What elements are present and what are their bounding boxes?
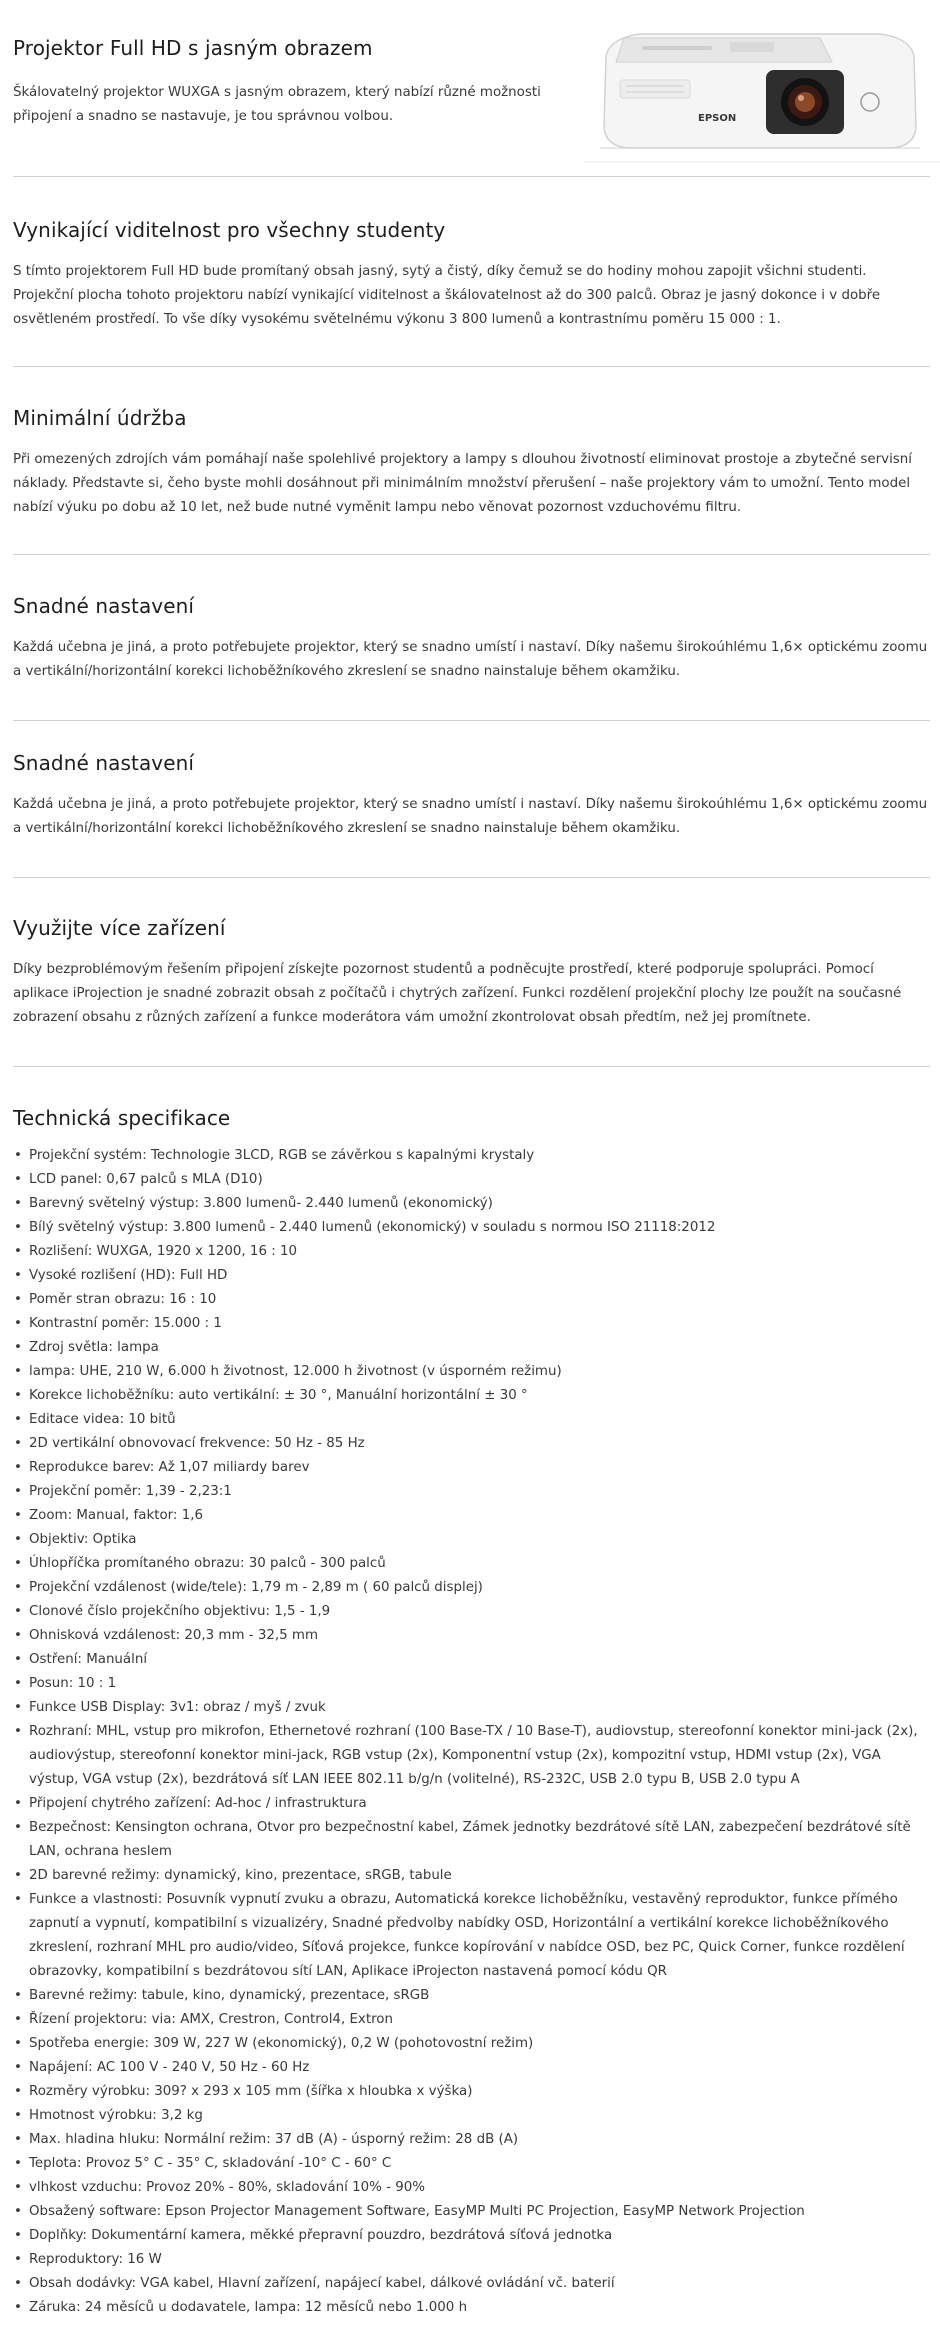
- spec-item: • Projekční systém: Technologie 3LCD, RGB se závěrkou s kapalnými krystaly: [13, 1144, 930, 1168]
- section-title: Snadné nastavení: [13, 751, 195, 775]
- brand-label: EPSON: [698, 113, 737, 124]
- section-text: Každá učebna je jiná, a proto potřebujete projektor, který se snadno umístí i nastaví. Díky našemu širokoúhlému 1,6× optickému zoomu a vertikální/horizontální korekci lichoběžníkového zkreslení se snadno nainstaluje během okamžiku.: [13, 640, 928, 679]
- spec-item: • Max. hladina hluku: Normální režim: 37 dB (A) - úsporný režim: 28 dB (A): [13, 2128, 930, 2152]
- spec-item: • Projekční vzdálenost (wide/tele): 1,79 m - 2,89 m ( 60 palců displej): [13, 1576, 930, 1600]
- spec-item: • Připojení chytrého zařízení: Ad-hoc / infrastruktura: [13, 1792, 930, 1816]
- spec-item: • Barevný světelný výstup: 3.800 lumenů- 2.440 lumenů (ekonomický): [13, 1192, 930, 1216]
- divider: [13, 877, 930, 878]
- intro-text: Škálovatelný projektor WUXGA s jasným obrazem, který nabízí různé možnosti připojení a snadno se nastavuje, je tou správnou volbou.: [13, 85, 541, 124]
- spec-item: • Kontrastní poměr: 15.000 : 1: [13, 1312, 930, 1336]
- specs-title: Technická specifikace: [13, 1106, 231, 1130]
- spec-item: • Reproduktory: 16 W: [13, 2248, 930, 2272]
- projector-image: [580, 16, 940, 164]
- section-title: Snadné nastavení: [13, 594, 195, 618]
- feature-section-visibility: [13, 218, 930, 332]
- spec-item: • Ohnisková vzdálenost: 20,3 mm - 32,5 mm: [13, 1624, 930, 1648]
- section-text: Při omezených zdrojích vám pomáhají naše spolehlivé projektory a lampy s dlouhou životností eliminovat prostoje a zbytečné servisní náklady. Představte si, čeho byste mohli dosáhnout při minimálním množství přerušení – naše projektory vám to umožní. Tento model nabízí výuku po dobu až 10 let, než bude nutné vyměnit lampu nebo věnovat pozornost vzduchovému filtru.: [13, 452, 912, 515]
- spec-item: • Zdroj světla: lampa: [13, 1336, 930, 1360]
- spec-item: • Bílý světelný výstup: 3.800 lumenů - 2.440 lumenů (ekonomický) v souladu s normou ISO 21118:2012: [13, 1216, 930, 1240]
- spec-item: • Spotřeba energie: 309 W, 227 W (ekonomický), 0,2 W (pohotovostní režim): [13, 2032, 930, 2056]
- spec-item: • Obsažený software: Epson Projector Management Software, EasyMP Multi PC Projection, EasyMP Network Projection: [13, 2200, 930, 2224]
- specs-section: [13, 1106, 930, 2320]
- spec-item: • lampa: UHE, 210 W, 6.000 h životnost, 12.000 h životnost (v úsporném režimu): [13, 1360, 930, 1384]
- feature-section-setup: [13, 594, 930, 684]
- spec-item: • Rozhraní: MHL, vstup pro mikrofon, Ethernetové rozhraní (100 Base-TX / 10 Base-T), audiovstup, stereofonní konektor mini-jack (2x), audiovýstup, stereofonní konektor mini-jack, RGB vstup (2x), Komponentní vstup (2x), kompozitní vstup, HDMI vstup (2x), VGA výstup, VGA vstup (2x), bezdrátová síť LAN IEEE 802.11 b/g/n (volitelné), RS-232C, USB 2.0 typu B, USB 2.0 typu A: [13, 1720, 930, 1792]
- spec-item: • Rozměry výrobku: 309? x 293 x 105 mm (šířka x hloubka x výška): [13, 2080, 930, 2104]
- spec-item: • Poměr stran obrazu: 16 : 10: [13, 1288, 930, 1312]
- spec-item: • Reprodukce barev: Až 1,07 miliardy barev: [13, 1456, 930, 1480]
- spec-item: • Korekce lichoběžníku: auto vertikální: ± 30 °, Manuální horizontální ± 30 °: [13, 1384, 930, 1408]
- intro-title: Projektor Full HD s jasným obrazem: [13, 36, 373, 60]
- spec-item: • Doplňky: Dokumentární kamera, měkké přepravní pouzdro, bezdrátová síťová jednotka: [13, 2224, 930, 2248]
- spec-item: • Clonové číslo projekčního objektivu: 1,5 - 1,9: [13, 1600, 930, 1624]
- spec-item: • LCD panel: 0,67 palců s MLA (D10): [13, 1168, 930, 1192]
- spec-item: • vlhkost vzduchu: Provoz 20% - 80%, skladování 10% - 90%: [13, 2176, 930, 2200]
- section-title: Minimální údržba: [13, 406, 187, 430]
- spec-item: • Záruka: 24 měsíců u dodavatele, lampa: 12 měsíců nebo 1.000 h: [13, 2296, 930, 2320]
- spec-item: • Bezpečnost: Kensington ochrana, Otvor pro bezpečnostní kabel, Zámek jednotky bezdrátové sítě LAN, zabezpečení bezdrátové sítě LAN, ochrana heslem: [13, 1816, 930, 1864]
- feature-section-maintenance: [13, 406, 930, 520]
- spec-item: • Ostření: Manuální: [13, 1648, 930, 1672]
- divider: [13, 1066, 930, 1067]
- spec-item: • 2D barevné režimy: dynamický, kino, prezentace, sRGB, tabule: [13, 1864, 930, 1888]
- divider: [13, 176, 930, 177]
- divider: [13, 720, 930, 721]
- spec-item: • Zoom: Manual, faktor: 1,6: [13, 1504, 930, 1528]
- spec-item: • Úhlopříčka promítaného obrazu: 30 palců - 300 palců: [13, 1552, 930, 1576]
- section-title: Vynikající viditelnost pro všechny studenty: [13, 218, 446, 242]
- spec-item: • Barevné režimy: tabule, kino, dynamický, prezentace, sRGB: [13, 1984, 930, 2008]
- divider: [13, 366, 930, 367]
- spec-item: • 2D vertikální obnovovací frekvence: 50 Hz - 85 Hz: [13, 1432, 930, 1456]
- spec-item: • Funkce a vlastnosti: Posuvník vypnutí zvuku a obrazu, Automatická korekce lichoběžníku, vestavěný reproduktor, funkce přímého zapnutí a vypnutí, kompatibilní s vizualizéry, Snadné předvolby nabídky OSD, Horizontální a vertikální korekce lichoběžníkového zkreslení, rozhraní MHL pro audio/video, Síťová projekce, funkce kopírování v nabídce OSD, bez PC, Quick Corner, funkce rozdělení obrazovky, kompatibilní s bezdrátovou sítí LAN, Aplikace iProjecton nastavená pomocí kódu QR: [13, 1888, 930, 1984]
- spec-item: • Funkce USB Display: 3v1: obraz / myš / zvuk: [13, 1696, 930, 1720]
- spec-item: • Posun: 10 : 1: [13, 1672, 930, 1696]
- section-text: Každá učebna je jiná, a proto potřebujete projektor, který se snadno umístí i nastaví. Díky našemu širokoúhlému 1,6× optickému zoomu a vertikální/horizontální korekci lichoběžníkového zkreslení se snadno nainstaluje během okamžiku.: [13, 797, 928, 836]
- spec-item: • Teplota: Provoz 5° C - 35° C, skladování -10° C - 60° C: [13, 2152, 930, 2176]
- spec-item: • Hmotnost výrobku: 3,2 kg: [13, 2104, 930, 2128]
- feature-section-devices: [13, 916, 930, 1030]
- spec-item: • Řízení projektoru: via: AMX, Crestron, Control4, Extron: [13, 2008, 930, 2032]
- spec-item: • Napájení: AC 100 V - 240 V, 50 Hz - 60 Hz: [13, 2056, 930, 2080]
- divider: [13, 554, 930, 555]
- spec-item: • Vysoké rozlišení (HD): Full HD: [13, 1264, 930, 1288]
- spec-item: • Objektiv: Optika: [13, 1528, 930, 1552]
- spec-item: • Obsah dodávky: VGA kabel, Hlavní zařízení, napájecí kabel, dálkové ovládání vč. baterií: [13, 2272, 930, 2296]
- section-title: Využijte více zařízení: [13, 916, 226, 940]
- feature-section-setup-repeat: [13, 751, 930, 841]
- spec-item: • Projekční poměr: 1,39 - 2,23:1: [13, 1480, 930, 1504]
- spec-list: [13, 1144, 930, 2320]
- section-text: Díky bezproblémovým řešením připojení získejte pozornost studentů a podněcujte prostředí, které podporuje spolupráci. Pomocí aplikace iProjection je snadné zobrazit obsah z počítačů i chytrých zařízení. Funkci rozdělení projekční plochy lze použít na současné zobrazení obsahu z různých zařízení a funkce moderátora vám umožní zkontrolovat obsah předtím, než jej promítnete.: [13, 962, 902, 1025]
- spec-item: • Editace videa: 10 bitů: [13, 1408, 930, 1432]
- section-text: S tímto projektorem Full HD bude promítaný obsah jasný, sytý a čistý, díky čemuž se do hodiny mohou zapojit všichni studenti. Projekční plocha tohoto projektoru nabízí vynikající viditelnost a škálovatelnost až do 300 palců. Obraz je jasný dokonce i v dobře osvětleném prostředí. To vše díky vysokému světelnému výkonu 3 800 lumenů a kontrastnímu poměru 15 000 : 1.: [13, 264, 881, 327]
- spec-item: • Rozlišení: WUXGA, 1920 x 1200, 16 : 10: [13, 1240, 930, 1264]
